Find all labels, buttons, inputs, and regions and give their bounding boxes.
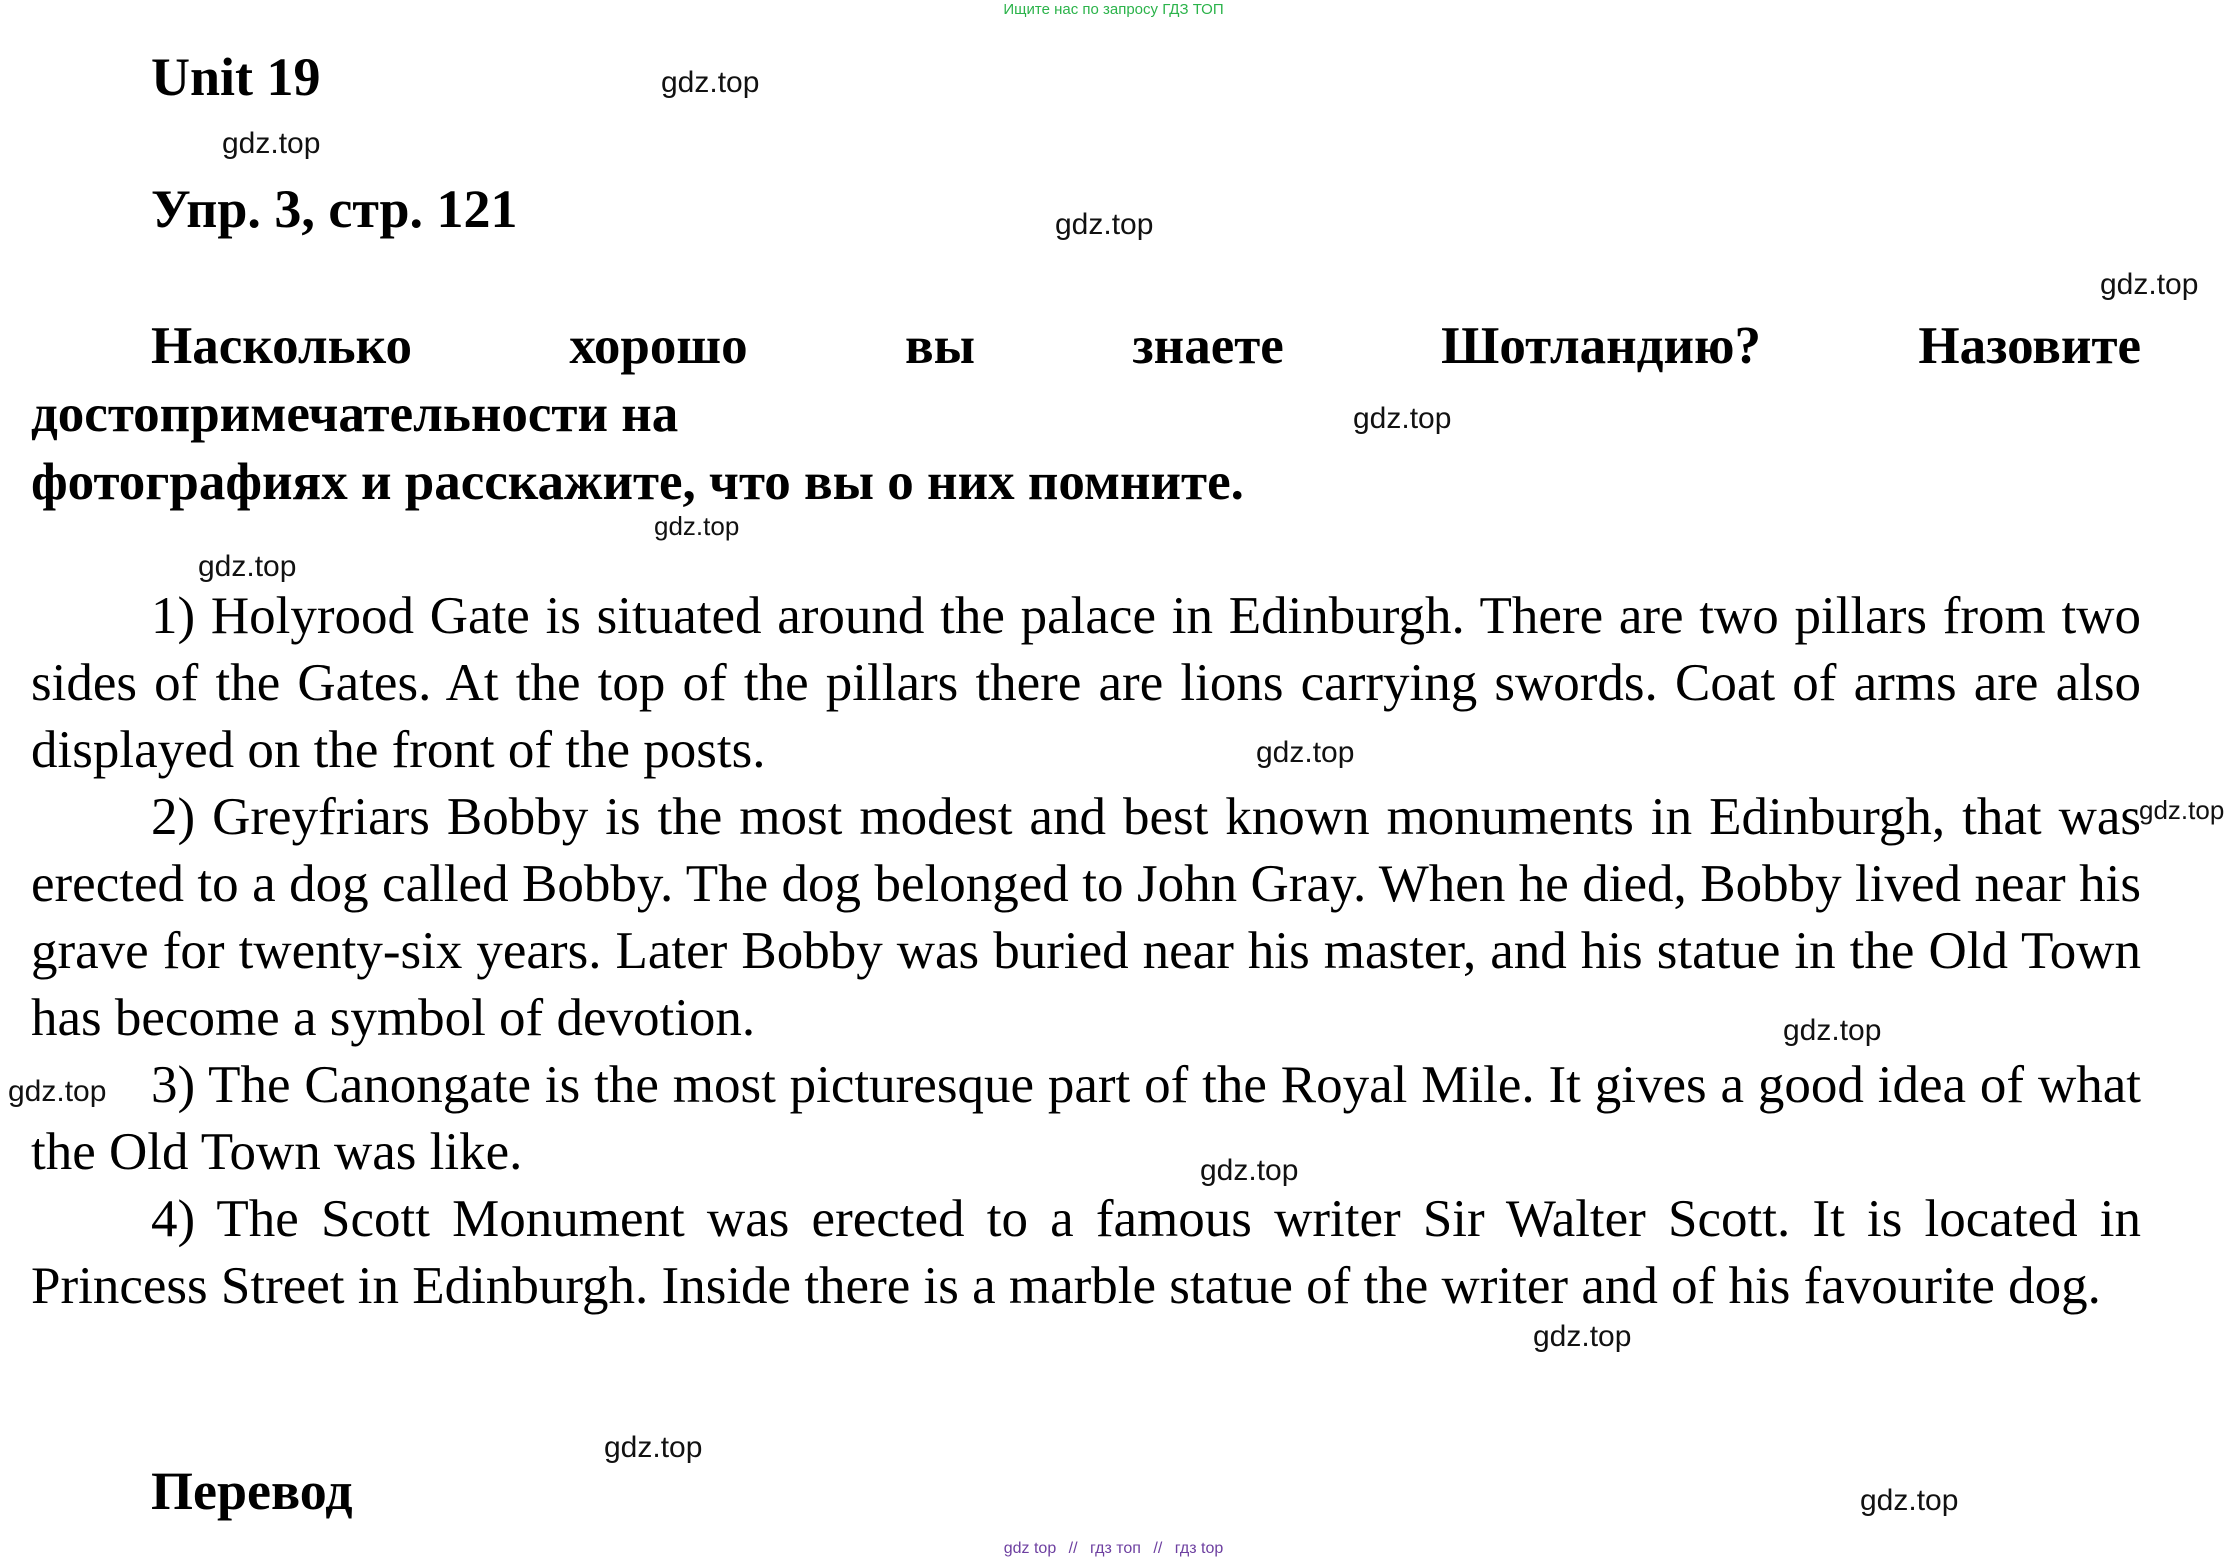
watermark: gdz.top (1783, 1014, 1882, 1047)
watermark: gdz.top (1055, 208, 1154, 241)
footer-watermark (0, 1540, 2227, 1558)
unit-title: Unit 19 (151, 47, 321, 107)
footer-item-2: гдз топ (1090, 1540, 1141, 1557)
answer-paragraph-3: 3) The Canongate is the most picturesque part of the Royal Mile. It gives a good idea of what the Old Town was like. (31, 1056, 2141, 1181)
watermark: gdz.top (1860, 1484, 1959, 1517)
task-line-2: достопримечательности на (31, 385, 679, 443)
answer-paragraph-2: 2) Greyfriars Bobby is the most modest and best known monuments in Edinburgh, that was erected to a dog called Bobby. The dog belonged to John Gray. When he died, Bobby lived near his grave for twenty-six years. Later Bobby was buried near his master, and his statue in the Old Town has become a symbol of devotion. (31, 788, 2141, 1047)
answer-paragraph-4: 4) The Scott Monument was erected to a famous writer Sir Walter Scott. It is located in Princess Street in Edinburgh. Inside there is a marble statue of the writer and of his favourite dog. (31, 1190, 2141, 1315)
footer-item-1: gdz top (1003, 1540, 1057, 1557)
answer-paragraph-1: 1) Holyrood Gate is situated around the palace in Edinburgh. There are two pillars from two sides of the Gates. At the top of the pillars there are lions carrying swords. Coat of arms are also displayed on the front of the posts. (31, 587, 2141, 779)
watermark: gdz.top (1256, 736, 1355, 769)
watermark: gdz.top (222, 127, 321, 160)
watermark: gdz.top (2139, 795, 2225, 825)
watermark: gdz.top (604, 1431, 703, 1464)
footer-separator: // (1153, 1540, 1163, 1557)
exercise-reference: Упр. 3, стр. 121 (151, 179, 518, 239)
task-line-3: фотографиях и расскажите, что вы о них помните. (31, 453, 1244, 511)
footer-separator: // (1068, 1540, 1078, 1557)
watermark: gdz.top (654, 511, 740, 541)
watermark: gdz.top (198, 550, 297, 583)
task-line-1: Насколько хорошо вы знаете Шотландию? Назовите (151, 317, 2141, 375)
watermark: gdz.top (1353, 402, 1452, 435)
top-banner: Ищите нас по запросу ГДЗ ТОП (1003, 1, 1224, 18)
footer-item-3: гдз top (1174, 1540, 1224, 1557)
watermark: gdz.top (2100, 268, 2199, 301)
task-instruction (31, 312, 2141, 516)
translation-heading: Перевод (151, 1461, 353, 1521)
watermark: gdz.top (1200, 1154, 1299, 1187)
answer-text (31, 583, 2141, 1320)
watermark: gdz.top (1533, 1320, 1632, 1353)
watermark: gdz.top (8, 1075, 107, 1108)
watermark: gdz.top (661, 66, 760, 99)
